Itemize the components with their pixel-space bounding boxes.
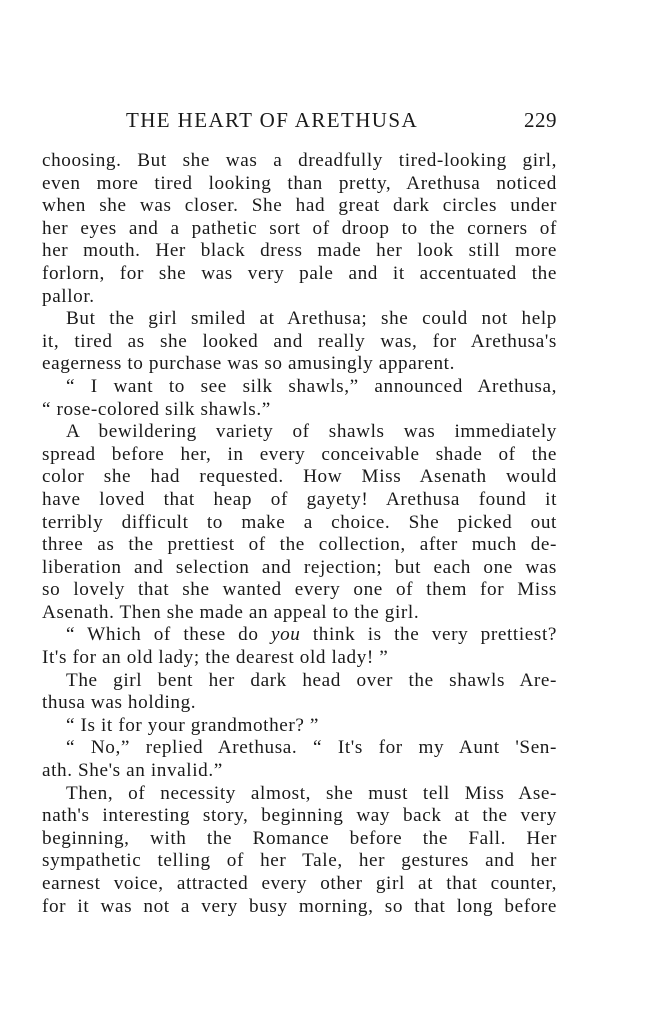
text-line: liberation and selection and rejection; but each one was (42, 556, 557, 578)
text-line: A bewildering variety of shawls was immediately (66, 421, 557, 443)
text-line: The girl bent her dark head over the shawls Are- (66, 669, 557, 691)
text-line: thusa was holding. (42, 692, 197, 714)
text-line: But the girl smiled at Arethusa; she could not help (66, 308, 557, 330)
text-line: “ Which of these do you think is the very prettiest? (66, 624, 557, 646)
text-line: forlorn, for she was very pale and it accentuated the (42, 262, 557, 284)
text-line: three as the prettiest of the collection, after much de- (42, 534, 557, 556)
text-line: eagerness to purchase was so amusingly apparent. (42, 353, 455, 375)
text-line: “ Is it for your grandmother? ” (66, 714, 320, 736)
text-line: have loved that heap of gayety! Arethusa found it (42, 488, 557, 510)
text-line: It's for an old lady; the dearest old lady! ” (42, 647, 389, 669)
text-line: nath's interesting story, beginning way back at the very (42, 805, 557, 827)
text-line: spread before her, in every conceivable shade of the (42, 443, 557, 465)
text-line: her mouth. Her black dress made her look still more (42, 240, 557, 262)
text-line: ath. She's an invalid.” (42, 760, 223, 782)
text-line: earnest voice, attracted every other girl at that counter, (42, 873, 557, 894)
text-line: choosing. But she was a dreadfully tired-looking girl, (42, 150, 557, 171)
text-line: pallor. (42, 285, 95, 307)
text-line: beginning, with the Romance before the Fall. Her (42, 827, 557, 849)
text-line: her eyes and a pathetic sort of droop to the corners of (42, 217, 557, 239)
text-line: when she was closer. She had great dark circles under (42, 195, 557, 217)
text-line: Asenath. Then she made an appeal to the girl. (42, 601, 420, 623)
text-line: color she had requested. How Miss Asenath would (42, 466, 557, 488)
text-line: “ I want to see silk shawls,” announced Arethusa, (66, 375, 557, 397)
text-line: so lovely that she wanted every one of them for Miss (42, 579, 557, 601)
text-line: even more tired looking than pretty, Arethusa noticed (42, 172, 557, 194)
emphasis-you: you (270, 624, 301, 646)
text-line: Then, of necessity almost, she must tell Miss Ase- (66, 782, 557, 804)
text-line: terribly difficult to make a choice. She picked out (42, 511, 557, 533)
running-head (42, 108, 557, 138)
running-title: THE HEART OF ARETHUSA (126, 108, 419, 132)
text-line: for it was not a very busy morning, so that long before (42, 895, 557, 917)
text-line: “ rose-colored silk shawls.” (42, 398, 271, 420)
body-text (42, 150, 557, 918)
text-line: “ No,” replied Arethusa. “ It's for my Aunt 'Sen- (66, 737, 557, 759)
page-number: 229 (524, 108, 557, 132)
text-line: sympathetic telling of her Tale, her gestures and her (42, 850, 557, 872)
text-line: it, tired as she looked and really was, for Arethusa's (42, 330, 557, 352)
